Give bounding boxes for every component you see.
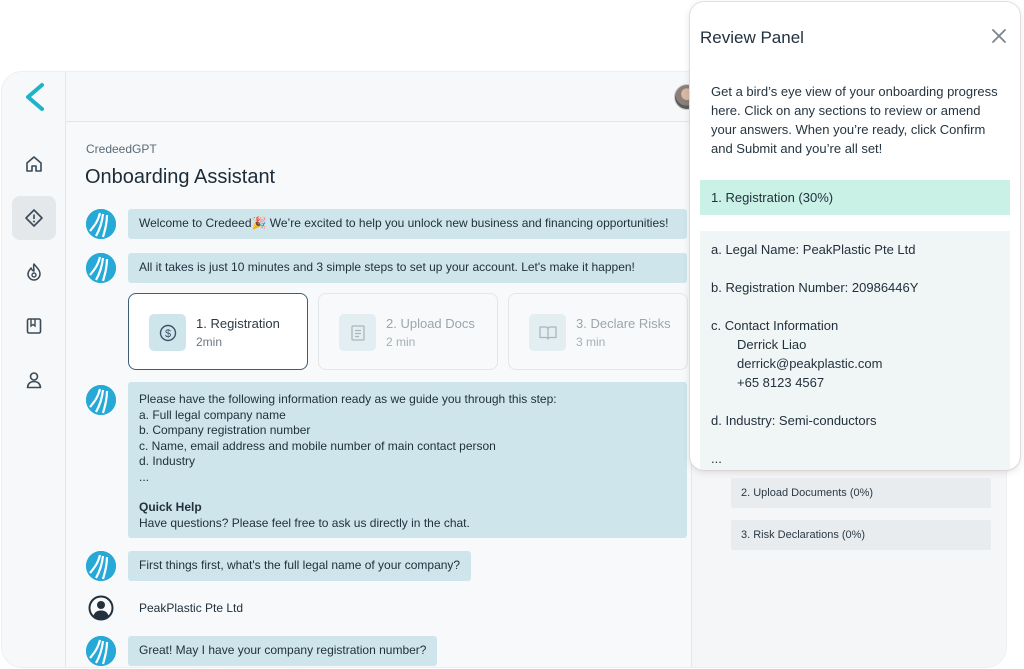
step-card-registration[interactable]: [128, 293, 308, 370]
quick-help-title: Quick Help: [139, 500, 202, 514]
step-time: 2min: [196, 335, 223, 349]
list-item: b. Company registration number: [139, 423, 311, 437]
review-section-risk-declarations[interactable]: 3. Risk Declarations (0%): [731, 520, 991, 550]
review-details: [700, 231, 1010, 470]
step-time: 2 min: [386, 335, 416, 349]
legal-name[interactable]: a. Legal Name: PeakPlastic Pte Ltd: [711, 242, 916, 257]
step-icon-container: [339, 314, 376, 351]
step-card-upload-docs[interactable]: [318, 293, 498, 370]
review-section-registration[interactable]: 1. Registration (30%): [700, 180, 1010, 215]
contact-name: Derrick Liao: [737, 337, 807, 352]
dollar-circle-icon: [158, 323, 178, 343]
open-book-icon: [538, 324, 558, 342]
contact-label: c. Contact Information: [711, 318, 839, 333]
list-item: a. Full legal company name: [139, 407, 286, 422]
brand-label: CredeedGPT: [86, 142, 157, 156]
bot-avatar: [86, 551, 116, 581]
home-icon: [24, 154, 44, 174]
bot-logo-icon: [86, 636, 116, 666]
bot-logo-icon: [86, 209, 116, 239]
flame-icon: [24, 262, 44, 282]
back-logo-icon[interactable]: [22, 82, 48, 112]
bot-logo-icon: [86, 551, 116, 581]
svg-text:$: $: [164, 327, 171, 340]
review-description: Get a bird’s eye view of your onboarding progress here. Click on any sections to review or amend your answers. When you’re ready, click Confirm and Submit and you’re all set!: [711, 84, 998, 156]
user-icon: [24, 370, 44, 390]
alert-diamond-icon: [24, 208, 44, 228]
chat-message: First things first, what's the full legal name of your company?: [128, 551, 471, 581]
contact-information[interactable]: [711, 316, 999, 392]
step-icon-container: [149, 314, 186, 351]
list-item: ...: [139, 469, 150, 484]
list-item: c. Name, email address and mobile number of main contact person: [139, 438, 496, 453]
page-title: Onboarding Assistant: [85, 166, 276, 188]
book-icon: [24, 316, 44, 336]
nav-onboarding[interactable]: [12, 196, 56, 240]
step-title: 1. Registration: [196, 316, 280, 331]
quick-help-text: Have questions? Please feel free to ask us directly in the chat.: [139, 515, 470, 530]
bot-avatar: [86, 209, 116, 239]
review-panel: [690, 2, 1020, 470]
bot-avatar: [86, 253, 116, 283]
contact-email: derrick@peakplastic.com: [737, 356, 883, 371]
list-item: d. Industry: [139, 454, 196, 468]
document-icon: [349, 324, 367, 342]
chat-message: Welcome to Credeed🎉 We’re excited to help you unlock new business and financing opportunities!: [128, 209, 687, 239]
sidebar: [2, 72, 66, 667]
step-title: 2. Upload Docs: [386, 316, 475, 331]
step-time: 3 min: [576, 335, 606, 349]
nav-documents[interactable]: [12, 304, 56, 348]
bot-avatar: [86, 385, 116, 415]
nav-profile[interactable]: [12, 358, 56, 402]
chat-message: Great! May I have your company registration number?: [128, 636, 437, 666]
chat-panel: [66, 123, 691, 667]
info-intro: Please have the following information ready as we guide you through this step:: [139, 392, 557, 406]
nav-risk[interactable]: [12, 250, 56, 294]
user-message: PeakPlastic Pte Ltd: [139, 601, 244, 615]
more-ellipsis: ...: [711, 451, 722, 466]
review-section-upload-documents[interactable]: 2. Upload Documents (0%): [731, 478, 991, 508]
info-message: [128, 382, 687, 538]
bot-logo-icon: [86, 253, 116, 283]
user-avatar-icon: [88, 595, 114, 621]
step-title: 3. Declare Risks: [576, 316, 671, 331]
contact-phone: +65 8123 4567: [737, 375, 825, 390]
industry[interactable]: d. Industry: Semi-conductors: [711, 413, 877, 428]
info-list: [139, 408, 676, 486]
bot-avatar: [86, 636, 116, 666]
step-card-declare-risks[interactable]: [508, 293, 688, 370]
bot-logo-icon: [86, 385, 116, 415]
review-panel-title: Review Panel: [700, 28, 804, 47]
registration-number[interactable]: b. Registration Number: 20986446Y: [711, 280, 919, 295]
step-icon-container: [529, 314, 566, 351]
nav-home[interactable]: [12, 142, 56, 186]
chat-message: All it takes is just 10 minutes and 3 simple steps to set up your account. Let's make it happen!: [128, 253, 687, 283]
close-icon[interactable]: [989, 26, 1009, 46]
